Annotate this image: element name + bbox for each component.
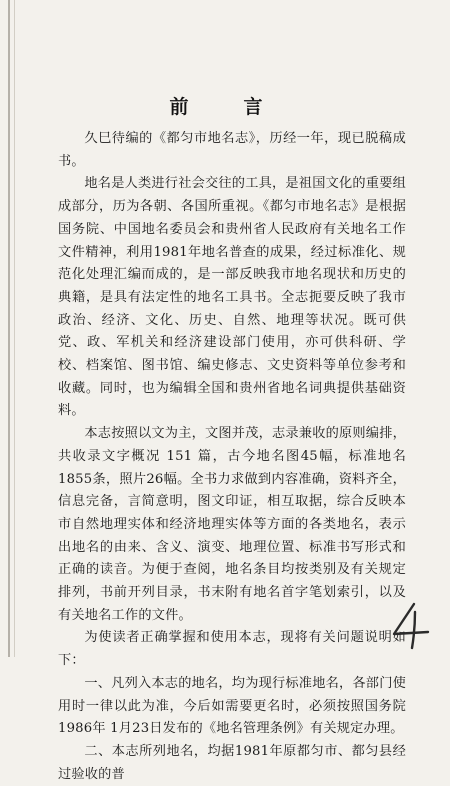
paragraph-5: 一、凡列入本志的地名，均为现行标准地名，各部门使用时一律以此为准，今后如需要更名时，必须按照国务院1986年 1月23日发布的《地名管理条例》有关规定办理。 <box>58 675 406 737</box>
paragraph-4: 为使读者正确掌握和使用本志，现将有关问题说明如下： <box>58 630 406 669</box>
paragraph-2: 地名是人类进行社会交往的工具，是祖国文化的重要组成部分，历为各朝、各国所重视。《都匀市地名志》是根据国务院、中国地名委员会和贵州省人民政府有关地名工作文件精神，利用1981年地名普查的成果，经过标准化、规范化处理汇编而成的，是一部反映我市地名现状和历史的典籍，是具有法定性的地名工具书。全志扼要反映了我市政治、经济、文化、历史、自然、地理等状况。既可供党、政、军机关和经济建设部门使用，亦可供科研、学校、档案馆、图书馆、编史修志、文史资料等单位参考和收藏。同时，也为编辑全国和贵州省地名词典提供基础资料。 <box>58 176 406 419</box>
paragraph-3: 本志按照以文为主，文图并茂，志录兼收的原则编排，共收录文字概况 151 篇，古今地名图45幅，标准地名1855条，照片26幅。全书力求做到内容准确，资料齐全，信息完备，言简意明，图文印证，相互取据，综合反映本市自然地理实体和经济地理实体等方面的各类地名，表示出地名的由来、含义、演变、地理位置、标准书写形式和正确的读音。为便于查阅，地名条目均按类别及有关规定排列，书前开列目录，书末附有地名首字笔划索引，以及有关地名工作的文件。 <box>58 426 406 623</box>
paragraph-6: 二、本志所列地名，均据1981年原都匀市、都匀县经过验收的普 <box>58 743 406 782</box>
page-title: 前 言 <box>169 96 281 118</box>
body-text <box>58 128 406 786</box>
paragraph-1: 久巳待编的《都匀市地名志》，历经一年，现已脱稿成书。 <box>58 131 406 169</box>
handwritten-page-number <box>384 600 436 650</box>
